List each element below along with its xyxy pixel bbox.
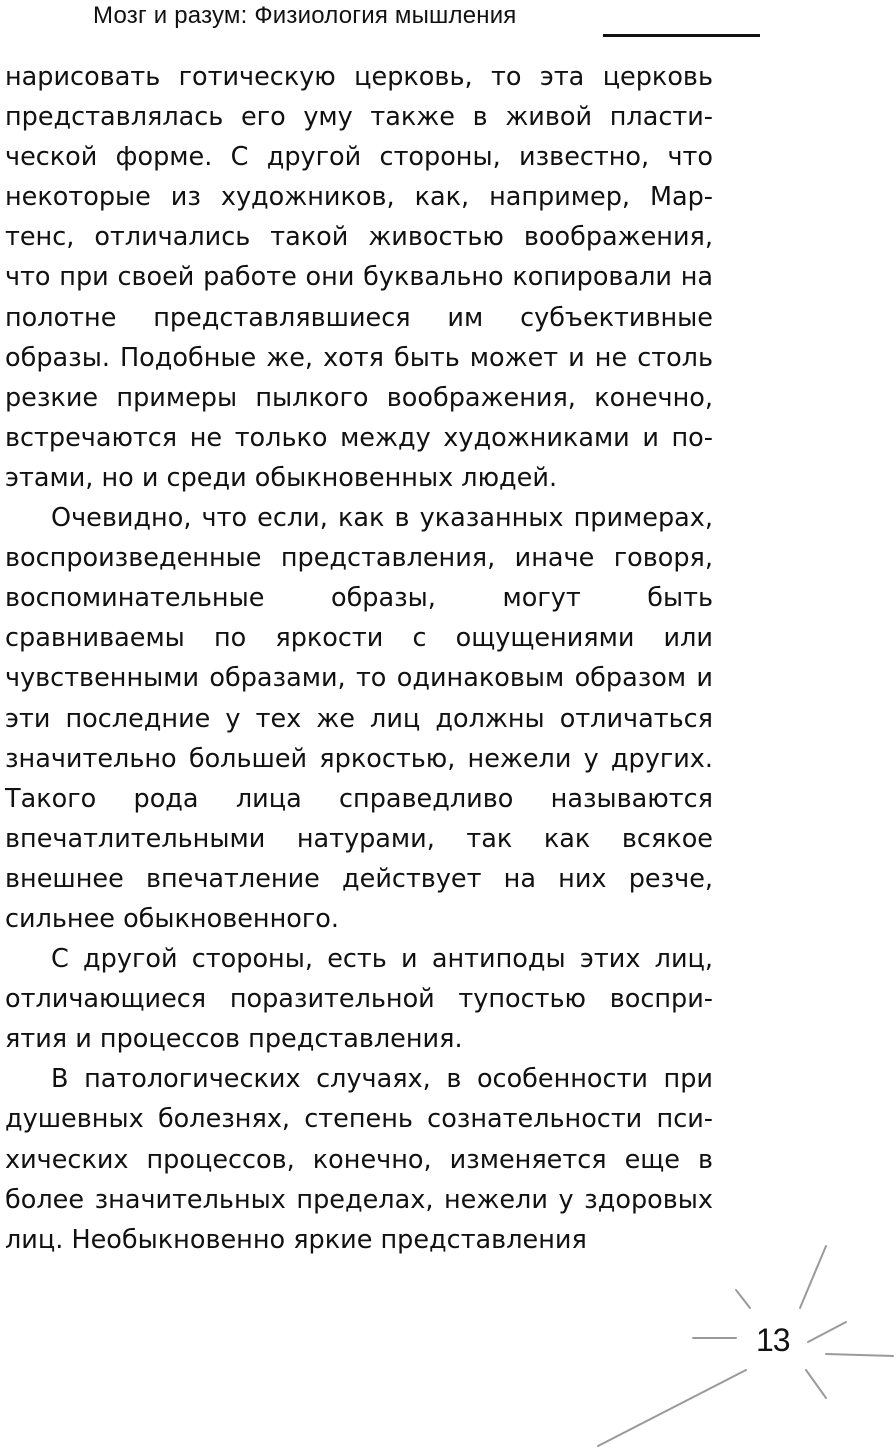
paragraph-2: Очевидно, что если, как в указанных примерах, воспроизведенные представления, иначе говоря, воспоминательные образы, могут быть сравниваемы по яркости с ощущениями или чувственными образами, то одинаковым образом и эти последние у тех же лиц должны отличаться значительно большей яркостью, нежели у других. Такого рода лица справедливо называются впечатлительными натурами, так как всякое внешнее впечатление действует на них резче, сильнее обыкновенного. [5,503,713,934]
starburst-ray-right [826,1354,893,1356]
starburst-ray-up-left [736,1290,750,1308]
paragraph-3: С другой стороны, есть и антиподы этих лиц, отличающиеся поразительной тупостью восприятия и процессов представления. [5,944,713,1055]
paragraph-1: нарисовать готическую церковь, то эта церковь представлялась его уму также в живой пластической форме. С другой стороны, известно, что некоторые из художников, как, например, Мартенс, отличались такой живостью воображения, что при своей работе они буквально копировали на полотне представлявшиеся им субъективные образы. Подобные же, хотя быть может и не столь резкие примеры пылкого воображения, конечно, встречаются не только между художниками и поэтами, но и среди обыкновенных людей. [5,62,713,493]
page-number: 13 [756,1322,790,1358]
starburst-ray-down-left [598,1370,746,1446]
running-head-title: Мозг и разум: Физиология мышления [93,2,517,29]
paragraph-4: В патологических случаях, в особенности при душевных болезнях, степень сознательности психических процессов, конечно, изменяется еще в более значительных пределах, нежели у здоровых лиц. Необыкновенно яркие представления [5,1064,713,1255]
starburst-ray-down-right [806,1370,826,1398]
starburst-ray-right-upper [808,1322,846,1342]
starburst-ray-up-right [800,1246,826,1308]
body-text [5,57,713,1260]
header-rule [603,34,760,37]
